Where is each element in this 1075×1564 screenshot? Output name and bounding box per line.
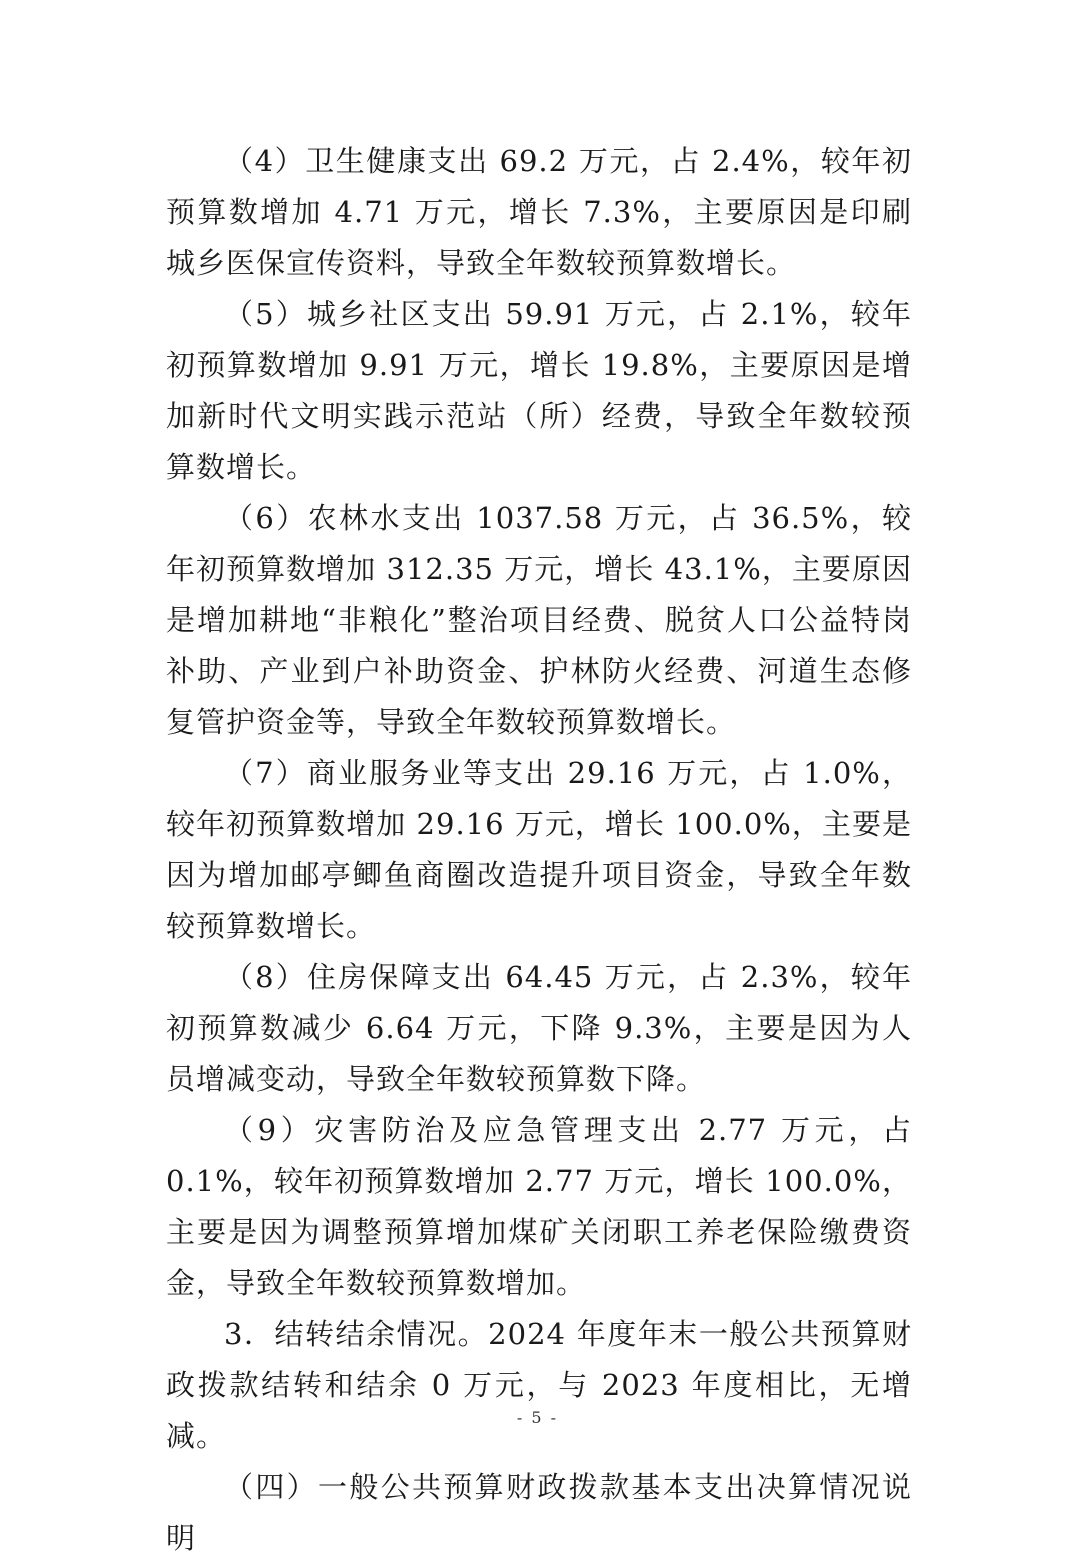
paragraph-housing-security: （8）住房保障支出 64.45 万元，占 2.3%，较年初预算数减少 6.64 万元，下降 9.3%，主要是因为人员增减变动，导致全年数较预算数下降。	[166, 960, 912, 1096]
document-body	[166, 136, 912, 1564]
paragraph-disaster-prevention: （9）灾害防治及应急管理支出 2.77 万元，占 0.1%，较年初预算数增加 2.77 万元，增长 100.0%，主要是因为调整预算增加煤矿关闭职工养老保险缴费资金，导致全年数较预算数增加。	[166, 1113, 912, 1300]
page-number: - 5 -	[516, 1408, 559, 1427]
paragraph-commercial-services: （7）商业服务业等支出 29.16 万元，占 1.0%，较年初预算数增加 29.16 万元，增长 100.0%，主要是因为增加邮亭鲫鱼商圈改造提升项目资金，导致全年数较预算数增长。	[166, 756, 912, 943]
paragraph-carryover-balance: 3．结转结余情况。2024 年度年末一般公共预算财政拨款结转和结余 0 万元，与 2023 年度相比，无增减。	[166, 1317, 912, 1453]
paragraph-agriculture-forestry-water: （6）农林水支出 1037.58 万元，占 36.5%，较年初预算数增加 312.35 万元，增长 43.1%，主要原因是增加耕地“非粮化”整治项目经费、脱贫人口公益特岗补助、产业到户补助资金、护林防火经费、河道生态修复管护资金等，导致全年数较预算数增长。	[166, 501, 912, 739]
paragraph-health-expenditure: （4）卫生健康支出 69.2 万元，占 2.4%，较年初预算数增加 4.71 万元，增长 7.3%，主要原因是印刷城乡医保宣传资料，导致全年数较预算数增长。	[166, 144, 912, 280]
paragraph-urban-rural-community: （5）城乡社区支出 59.91 万元，占 2.1%，较年初预算数增加 9.91 万元，增长 19.8%，主要原因是增加新时代文明实践示范站（所）经费，导致全年数较预算数增长。	[166, 297, 912, 484]
section-heading-basic-expenditure: （四）一般公共预算财政拨款基本支出决算情况说明	[166, 1470, 912, 1555]
